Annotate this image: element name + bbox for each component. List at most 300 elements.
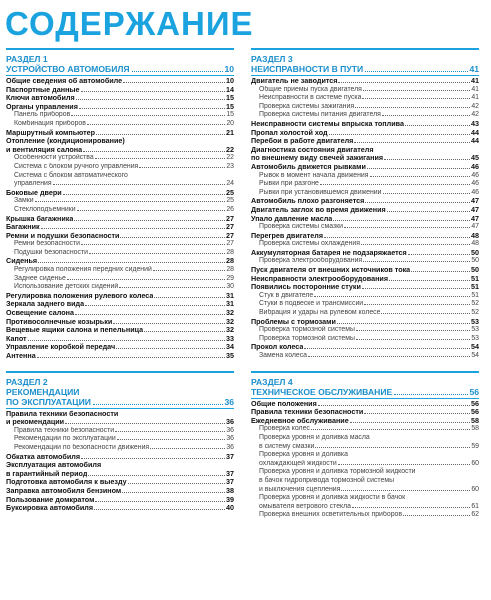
entry-text: Подготовка автомобиля к выезду [6, 478, 127, 487]
entry-text: Пользование домкратом [6, 495, 95, 504]
toc-entry[interactable] [251, 77, 479, 86]
toc-entry[interactable] [251, 189, 479, 198]
toc-entry[interactable] [251, 240, 479, 249]
entry-text: Ремни и подушки безопасности [6, 231, 120, 240]
entry-text-cont: омывателя ветрового стекла [259, 502, 351, 510]
entry-text: Неисправности электрооборудования [251, 274, 389, 283]
entry-page: 41 [471, 76, 479, 85]
entry-page: 20 [226, 119, 234, 127]
dot-leader [405, 125, 470, 126]
section-page: 41 [469, 64, 479, 74]
dot-leader [411, 271, 470, 272]
dot-leader [337, 323, 470, 324]
section-name: УСТРОЙСТВО АВТОМОБИЛЯ [6, 64, 130, 74]
entry-text: Капот [6, 334, 27, 343]
entry-page: 46 [471, 161, 479, 171]
toc-entry[interactable] [6, 487, 234, 496]
entry-text: Антенна [6, 352, 36, 360]
toc-entry[interactable] [6, 111, 234, 120]
toc-entry[interactable] [6, 240, 234, 249]
entry-text-cont: в гарантийный период [6, 469, 88, 478]
entry-page: 33 [226, 333, 234, 343]
toc-entry[interactable] [6, 215, 234, 224]
entry-text: Паспортные данные [6, 85, 80, 94]
toc-entry[interactable] [251, 343, 479, 352]
entry-page: 15 [226, 101, 234, 111]
section-number: РАЗДЕЛ 2 [6, 376, 48, 387]
section-title-line[interactable] [6, 397, 234, 407]
section-name: РЕКОМЕНДАЦИИ [6, 386, 80, 397]
entry-page: 31 [226, 290, 234, 300]
dot-leader [364, 413, 470, 414]
toc-entry[interactable] [251, 266, 479, 275]
toc-entry[interactable] [251, 129, 479, 138]
dot-leader [365, 71, 468, 72]
dot-leader [144, 331, 225, 332]
dot-leader [41, 228, 225, 229]
entry-text: Автомобиль плохо разгоняется [251, 197, 365, 206]
entry-page: 41 [471, 94, 479, 102]
toc-entry[interactable] [6, 283, 234, 292]
dot-leader [81, 244, 225, 245]
entry-text: Проверка уровня и доливка масла [259, 433, 370, 441]
dot-leader [350, 422, 470, 423]
toc-entry[interactable] [251, 408, 479, 417]
entry-page: 31 [226, 299, 234, 309]
dot-leader [356, 339, 470, 340]
toc-entry[interactable] [6, 257, 234, 266]
entry-page: 50 [471, 265, 479, 275]
toc-entry[interactable] [251, 197, 479, 206]
entry-text-cont: в бачок гидропривода тормозной системы [259, 476, 395, 484]
entry-text: Проверка системы питания двигателя [259, 111, 381, 119]
entry-page: 54 [471, 352, 479, 359]
entry-page: 48 [471, 230, 479, 240]
toc-entry[interactable] [6, 86, 234, 95]
toc-entry[interactable] [6, 435, 234, 444]
dot-leader [38, 262, 225, 263]
dot-leader [94, 509, 225, 510]
entry-text: Проверка колес [259, 425, 310, 433]
entry-page: 22 [226, 144, 234, 154]
entry-page: 60 [471, 459, 479, 467]
entry-page: 37 [226, 477, 234, 487]
toc-entry[interactable] [251, 275, 479, 284]
dot-leader [122, 492, 225, 493]
section-title-line[interactable] [251, 64, 479, 74]
toc-entry[interactable] [251, 257, 479, 266]
dot-leader [408, 254, 470, 255]
dot-leader [363, 90, 470, 91]
dot-leader [329, 134, 470, 135]
entry-page: 46 [471, 188, 479, 196]
entry-page: 50 [471, 257, 479, 265]
dot-leader [333, 220, 470, 221]
entry-page: 37 [226, 451, 234, 461]
entry-last-line [259, 443, 479, 452]
toc-entry[interactable] [6, 163, 234, 172]
entry-text: Обкатка автомобиля [6, 452, 81, 461]
dot-leader [65, 423, 225, 424]
dot-leader [403, 515, 470, 516]
entry-text: Крышка багажника [6, 214, 74, 223]
dot-leader [87, 124, 225, 125]
toc-entry[interactable] [6, 343, 234, 352]
entry-text: Заднее сиденье [14, 274, 66, 282]
toc-entry[interactable] [6, 137, 234, 154]
entry-page: 47 [471, 223, 479, 231]
dot-leader [53, 184, 226, 185]
entry-text: Двигатель не заводится [251, 77, 338, 85]
entry-text: Использование детских сидений [14, 283, 119, 291]
entry-text: Рекомендации по эксплуатации [14, 435, 116, 443]
toc-entry[interactable] [251, 400, 479, 409]
dot-leader [367, 168, 470, 169]
toc-entry[interactable] [6, 103, 234, 112]
entry-text: Диагностика состояния двигателя [251, 144, 374, 154]
entry-page: 26 [226, 205, 234, 213]
entry-text: Противосолнечные козырьки [6, 317, 113, 326]
dot-leader [67, 279, 226, 280]
section-name: ТЕХНИЧЕСКОЕ ОБСЛУЖИВАНИЕ [251, 386, 393, 397]
entry-last-line [14, 180, 234, 189]
entry-text: Проверка системы смазки [259, 223, 343, 231]
entry-text: Неисправности в системе пуска [259, 94, 362, 102]
entry-text: Особенности устройства [14, 154, 94, 162]
dot-leader [338, 82, 470, 83]
toc-entries [6, 410, 234, 513]
toc-entry[interactable] [6, 249, 234, 258]
dot-leader [96, 134, 225, 135]
toc-entry[interactable] [251, 468, 479, 494]
entry-text: Проверка уровня и доливка тормозной жидкости [259, 468, 416, 476]
entry-page: 53 [471, 334, 479, 342]
dot-leader [394, 394, 468, 395]
entry-page: 52 [471, 300, 479, 308]
toc-entry[interactable] [251, 223, 479, 232]
entry-text: Перебои в работе двигателя [251, 137, 354, 146]
dot-leader [384, 159, 470, 160]
toc-entry[interactable] [6, 461, 234, 478]
toc-entry[interactable] [251, 352, 479, 361]
toc-entry[interactable] [6, 172, 234, 189]
entry-text: Перегрев двигателя [251, 231, 324, 240]
toc-entry[interactable] [251, 86, 479, 95]
toc-entries [6, 77, 234, 361]
entry-text-cont: управления [14, 180, 52, 188]
toc-entry[interactable] [6, 444, 234, 453]
section-page: 10 [224, 64, 234, 74]
dot-leader [37, 357, 225, 358]
toc-entry[interactable] [251, 232, 479, 241]
toc-entry[interactable] [251, 103, 479, 112]
dot-leader [95, 501, 225, 502]
toc-entries [251, 77, 479, 361]
entry-text: Замки [14, 197, 34, 205]
toc-entry[interactable] [6, 197, 234, 206]
dot-leader [128, 483, 225, 484]
toc-entry[interactable] [6, 77, 234, 86]
entry-page: 24 [226, 180, 234, 188]
toc-entry[interactable] [6, 318, 234, 327]
entry-text: Проверка системы охлаждения [259, 240, 360, 248]
dot-leader [132, 71, 224, 72]
section-page: 36 [224, 396, 234, 407]
toc-entry[interactable] [6, 223, 234, 232]
entry-last-line [259, 486, 479, 495]
entry-text: Проверка внешних осветительных приборов [259, 511, 403, 519]
entry-text-cont: и вентиляция салона [6, 145, 83, 154]
toc-entry[interactable] [251, 120, 479, 129]
entry-page: 44 [471, 136, 479, 146]
entry-text: Рекомендации по безопасности движения [14, 443, 150, 451]
dot-leader [93, 404, 224, 405]
toc-entry[interactable] [251, 425, 479, 434]
toc-entry[interactable] [251, 451, 479, 468]
toc-entry[interactable] [251, 494, 479, 511]
entry-text: Сиденья [6, 257, 38, 266]
entry-page: 34 [226, 342, 234, 352]
entry-page: 28 [226, 256, 234, 266]
toc-entry[interactable] [6, 232, 234, 241]
entry-text: Управление коробкой передач [6, 343, 116, 352]
entry-page: 36 [226, 426, 234, 434]
entry-text: Стеклоподъемники [14, 205, 76, 213]
dot-leader [120, 237, 225, 238]
entry-text: Аккумуляторная батарея не подзаряжается [251, 248, 407, 257]
section-2 [6, 371, 234, 513]
toc-entry[interactable] [251, 180, 479, 189]
entry-text: Стук в двигателе [259, 291, 314, 299]
toc-entry[interactable] [6, 206, 234, 215]
toc-entry[interactable] [251, 111, 479, 120]
entry-text: Буксировка автомобиля [6, 504, 94, 513]
entry-page: 27 [226, 213, 234, 223]
dot-leader [139, 167, 225, 168]
toc-entry[interactable] [251, 146, 479, 163]
entry-text: Панель приборов [14, 111, 71, 119]
toc-entry[interactable] [251, 206, 479, 215]
entry-last-line [259, 503, 479, 512]
section-heading [6, 54, 234, 76]
dot-leader [35, 201, 226, 202]
toc-entry[interactable] [251, 511, 479, 520]
section-title-line[interactable] [6, 64, 234, 74]
entry-page: 52 [471, 309, 479, 317]
entry-last-line [6, 418, 234, 427]
dot-leader [361, 244, 470, 245]
toc-entry[interactable] [6, 266, 234, 275]
dot-leader [341, 490, 470, 491]
toc-entry[interactable] [6, 352, 234, 361]
entry-last-line [6, 146, 234, 155]
entry-text: Пропал холостой ход [251, 128, 328, 137]
dot-leader [119, 287, 225, 288]
toc-entry[interactable] [6, 275, 234, 284]
entry-text: Стуки в подвеске и трансмиссии [259, 300, 364, 308]
dot-leader [81, 91, 225, 92]
entry-page: 30 [226, 283, 234, 291]
entry-page: 14 [226, 84, 234, 94]
dot-leader [364, 304, 470, 305]
toc-entry[interactable] [6, 478, 234, 487]
dot-leader [356, 330, 470, 331]
entry-page: 60 [471, 485, 479, 493]
dot-leader [83, 151, 225, 152]
entry-page: 32 [226, 325, 234, 335]
toc-entry[interactable] [251, 335, 479, 344]
entry-page: 47 [471, 204, 479, 214]
toc-entry[interactable] [6, 292, 234, 301]
entry-text: Система с блоком автоматического [14, 171, 128, 179]
dot-leader [116, 348, 225, 349]
entry-last-line [251, 154, 479, 163]
entry-page: 25 [226, 187, 234, 197]
entry-text: Маршрутный компьютер [6, 128, 95, 137]
toc-entry[interactable] [6, 300, 234, 309]
dot-leader [318, 405, 470, 406]
dot-leader [324, 237, 470, 238]
dot-leader [71, 115, 225, 116]
dot-leader [355, 107, 470, 108]
entry-text-cont: и выключения сцепления [259, 485, 341, 493]
toc-entry[interactable] [6, 504, 234, 513]
section-4 [251, 371, 479, 520]
dot-leader [117, 439, 226, 440]
entry-text: Ежедневное обслуживание [251, 416, 349, 425]
entry-page: 23 [226, 162, 234, 170]
entry-text: Проблемы с тормозами [251, 317, 336, 326]
toc-entry[interactable] [6, 120, 234, 129]
toc-entry[interactable] [6, 94, 234, 103]
dot-leader [338, 464, 471, 465]
entry-text: Регулировка положения передних сидений [14, 266, 152, 274]
entry-page: 45 [471, 153, 479, 163]
dot-leader [389, 280, 470, 281]
toc-entry[interactable] [251, 215, 479, 224]
entry-text: Заправка автомобиля бензином [6, 486, 122, 495]
entry-text: Комбинация приборов [14, 119, 86, 127]
entry-text: Система с блоком ручного управления [14, 162, 139, 170]
entry-page: 27 [226, 230, 234, 240]
toc-entry[interactable] [251, 249, 479, 258]
entry-text-cont: в систему смазки [259, 442, 315, 450]
dot-leader [113, 323, 225, 324]
dot-leader [88, 475, 225, 476]
toc-entry[interactable] [251, 417, 479, 426]
dot-leader [153, 270, 226, 271]
section-number: РАЗДЕЛ 4 [251, 376, 293, 387]
dot-leader [150, 448, 225, 449]
dot-leader [370, 176, 471, 177]
dot-leader [28, 340, 225, 341]
entry-text: Правила техники безопасности [251, 408, 364, 417]
left-column [6, 48, 234, 513]
entry-text-cont: охлаждающей жидкости [259, 459, 337, 467]
dot-leader [63, 194, 225, 195]
entry-page: 36 [226, 435, 234, 443]
toc-entry[interactable] [251, 292, 479, 301]
toc-entry[interactable] [6, 410, 234, 427]
dot-leader [123, 82, 225, 83]
entry-page: 27 [226, 240, 234, 248]
entry-text: Вибрация и удары на рулевом колесе [259, 309, 381, 317]
entry-text: Появились посторонние стуки [251, 283, 361, 292]
entry-page: 21 [226, 127, 234, 137]
toc-entry[interactable] [6, 189, 234, 198]
entry-page: 41 [471, 85, 479, 93]
toc-entry[interactable] [6, 335, 234, 344]
dot-leader [365, 202, 470, 203]
entry-page: 44 [471, 127, 479, 137]
entry-last-line [6, 470, 234, 479]
entry-page: 61 [471, 502, 479, 510]
dot-leader [76, 99, 225, 100]
entry-text: Замена колеса [259, 352, 308, 359]
entry-page: 15 [226, 111, 234, 119]
section-heading [6, 377, 234, 409]
toc-entry[interactable] [251, 434, 479, 451]
dot-leader [95, 158, 226, 159]
entry-text: Зеркала заднего вида [6, 300, 85, 309]
toc-entry[interactable] [251, 318, 479, 327]
entry-text: Неисправности системы впрыска топлива [251, 119, 404, 128]
toc-entry[interactable] [6, 309, 234, 318]
toc-entry[interactable] [251, 283, 479, 292]
section-3 [251, 48, 479, 361]
toc-entry[interactable] [251, 94, 479, 103]
dot-leader [74, 220, 225, 221]
entry-text: Рывки при установившемся движении [259, 188, 382, 196]
entry-page: 39 [226, 494, 234, 504]
entry-text: Упало давление масла [251, 214, 333, 223]
entry-page: 62 [471, 511, 479, 519]
toc-entry[interactable] [6, 154, 234, 163]
toc-entry[interactable] [251, 326, 479, 335]
toc-entry[interactable] [6, 496, 234, 505]
section-title-line[interactable] [251, 387, 479, 397]
toc-entry[interactable] [251, 300, 479, 309]
dot-leader [344, 227, 470, 228]
entry-text: Отопление (кондиционирование) [6, 136, 125, 146]
entry-text-cont: и рекомендации [6, 418, 65, 427]
toc-entry[interactable] [6, 427, 234, 436]
right-column [251, 48, 479, 520]
dot-leader [304, 348, 470, 349]
entry-page: 48 [471, 240, 479, 248]
entry-page: 42 [471, 111, 479, 119]
toc-entry[interactable] [6, 326, 234, 335]
entry-page: 53 [471, 316, 479, 326]
entry-page: 51 [471, 282, 479, 292]
section-number: РАЗДЕЛ 1 [6, 54, 48, 64]
section-name: НЕИСПРАВНОСТИ В ПУТИ [251, 64, 364, 74]
entry-text: Подушки безопасности [14, 248, 88, 256]
entry-text: Багажник [6, 223, 40, 232]
dot-leader [315, 447, 470, 448]
entry-text: Освещение салона [6, 309, 75, 318]
dot-leader [79, 108, 225, 109]
toc-entry[interactable] [251, 309, 479, 318]
entry-text: Проверка уровня и доливка жидкости в бачок [259, 494, 406, 502]
toc-entry[interactable] [251, 163, 479, 172]
entry-page: 15 [226, 93, 234, 103]
dot-leader [352, 507, 470, 508]
entry-text: Автомобиль движется рывками [251, 162, 366, 171]
entry-text: Рывок в момент начала движения [259, 171, 369, 179]
toc-entry[interactable] [251, 172, 479, 181]
entry-text: Правила техники безопасности [14, 426, 115, 434]
